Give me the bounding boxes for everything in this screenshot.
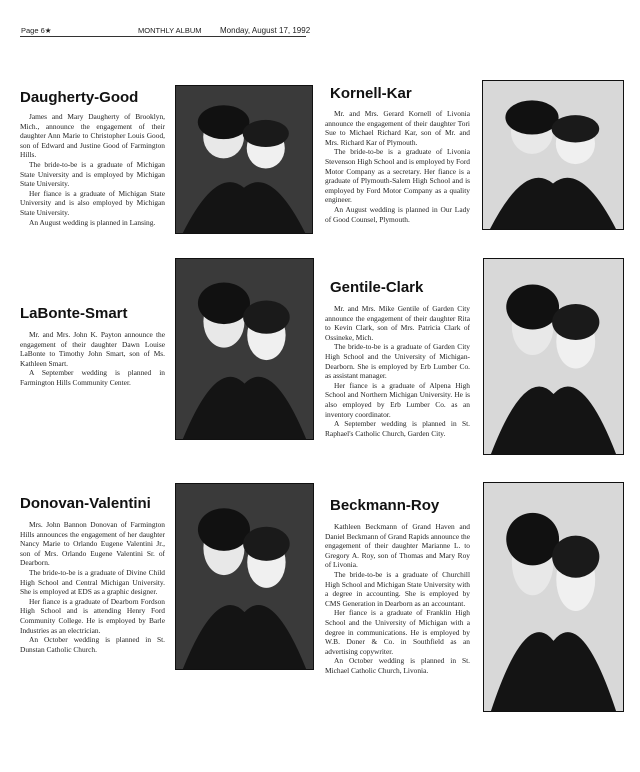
paragraph: Her fiance is a graduate of Franklin High School and the University of Michigan with a degree in communications. He is employed by W.B. Doner & Co. in Southfield as an advertising copywriter. xyxy=(325,608,470,656)
announcement-title: Donovan-Valentini xyxy=(20,495,151,512)
paragraph: The bride-to-be is a graduate of Garden City High School and the University of Michigan-Dearborn. She is employed by Erb Lumber Co. as assistant manager. xyxy=(325,342,470,381)
page-number: Page 6★ xyxy=(21,26,52,35)
announcement-body xyxy=(325,522,470,676)
paragraph: An October wedding is planned in St. Michael Catholic Church, Livonia. xyxy=(325,656,470,675)
issue-date: Monday, August 17, 1992 xyxy=(220,26,311,35)
announcement-title: Gentile-Clark xyxy=(330,279,424,296)
paragraph: James and Mary Daugherty of Brooklyn, Mich., announce the engagement of their daughter Ann Marie to Christopher Louis Good, son of Edward and Justine Good of Farmington Hills. xyxy=(20,112,165,160)
paragraph: Kathleen Beckmann of Grand Haven and Daniel Beckmann of Grand Rapids announce the engagement of their daughter Marianne L. to Gregory A. Roy, son of Thomas and Mary Roy of Livonia. xyxy=(325,522,470,570)
paragraph: Mr. and Mrs. Mike Gentile of Garden City announce the engagement of their daughter Rita to Kevin Clark, son of Mrs. Patricia Clark of Ossineke, Mich. xyxy=(325,304,470,342)
couple-photo xyxy=(175,258,314,440)
paragraph: An August wedding is planned in Our Lady of Good Counsel, Plymouth. xyxy=(325,204,470,224)
announcement-body xyxy=(325,109,470,224)
paragraph: An August wedding is planned in Lansing. xyxy=(29,217,156,227)
paragraph: Mr. and Mrs. Gerard Kornell of Livonia announce the engagement of their daughter Tori Sue to Michael Richard Kar, son of Mr. and Mrs. Richard Kar of Plymouth. xyxy=(325,109,470,147)
paragraph: The bride-to-be is a graduate of Michigan State University and is employed by Michigan State University. xyxy=(20,159,165,189)
couple-photo xyxy=(483,482,624,712)
paragraph: An October wedding is planned in St. Dunstan Catholic Church. xyxy=(20,635,165,654)
paragraph: Mr. and Mrs. John K. Payton announce the engagement of their daughter Dawn Louise LaBonte to Timothy John Smart, son of Ms. Kathleen Smart. xyxy=(20,330,165,368)
couple-photo xyxy=(482,80,624,230)
announcement-body xyxy=(20,112,165,227)
announcement-title: Daugherty-Good xyxy=(20,89,139,106)
paragraph: The bride-to-be is a graduate of Churchill High School and Michigan State University with a degree in accounting. She is employed by CMS Generation in Dearborn as an accountant. xyxy=(325,569,470,608)
couple-photo xyxy=(175,85,313,234)
announcement-body xyxy=(20,520,165,654)
paragraph: Mrs. John Bannon Donovan of Farmington Hills announces the engagement of her daughter Nancy Marie to Orlando Eugene Valentini Jr., son of Mrs. Orlando Eugene Valentini Sr. of Dearborn. xyxy=(20,520,165,568)
paragraph: A September wedding is planned in St. Raphael's Catholic Church, Garden City. xyxy=(325,419,470,438)
announcement-title: Beckmann-Roy xyxy=(330,497,440,514)
paragraph: Her fiance is a graduate of Michigan State University and is also employed by Michigan State University. xyxy=(20,188,165,217)
section-name: MONTHLY ALBUM xyxy=(138,26,202,35)
paragraph: The bride-to-be is a graduate of Divine Child High School and Central Michigan University. She is employed at EDS as a graphic designer. xyxy=(20,567,165,597)
paragraph: Her fiance is a graduate of Dearborn Fordson High School and is attending Henry Ford Community College. He is employed by Barle Industries as an electrician. xyxy=(20,596,165,635)
paragraph: Her fiance is a graduate of Alpena High School and Northern Michigan University. He is also employed by Erb Lumber Co. as an inventory coordinator. xyxy=(325,380,470,419)
couple-photo xyxy=(175,483,314,670)
announcement-body xyxy=(20,330,165,388)
couple-photo xyxy=(483,258,624,455)
announcement-title: LaBonte-Smart xyxy=(20,305,128,322)
announcement-title: Kornell-Kar xyxy=(330,85,412,102)
header-rule xyxy=(20,36,306,37)
paragraph: The bride-to-be is a graduate of Livonia Stevenson High School and is employed by Ford Motor Company as a secretary. Her fiance is a graduate of Plymouth-Salem High School and is employed by Ford Motor Company as a quality engineer. xyxy=(325,147,470,205)
announcement-body xyxy=(325,304,470,438)
paragraph: A September wedding is planned in Farmington Hills Community Center. xyxy=(20,368,165,387)
